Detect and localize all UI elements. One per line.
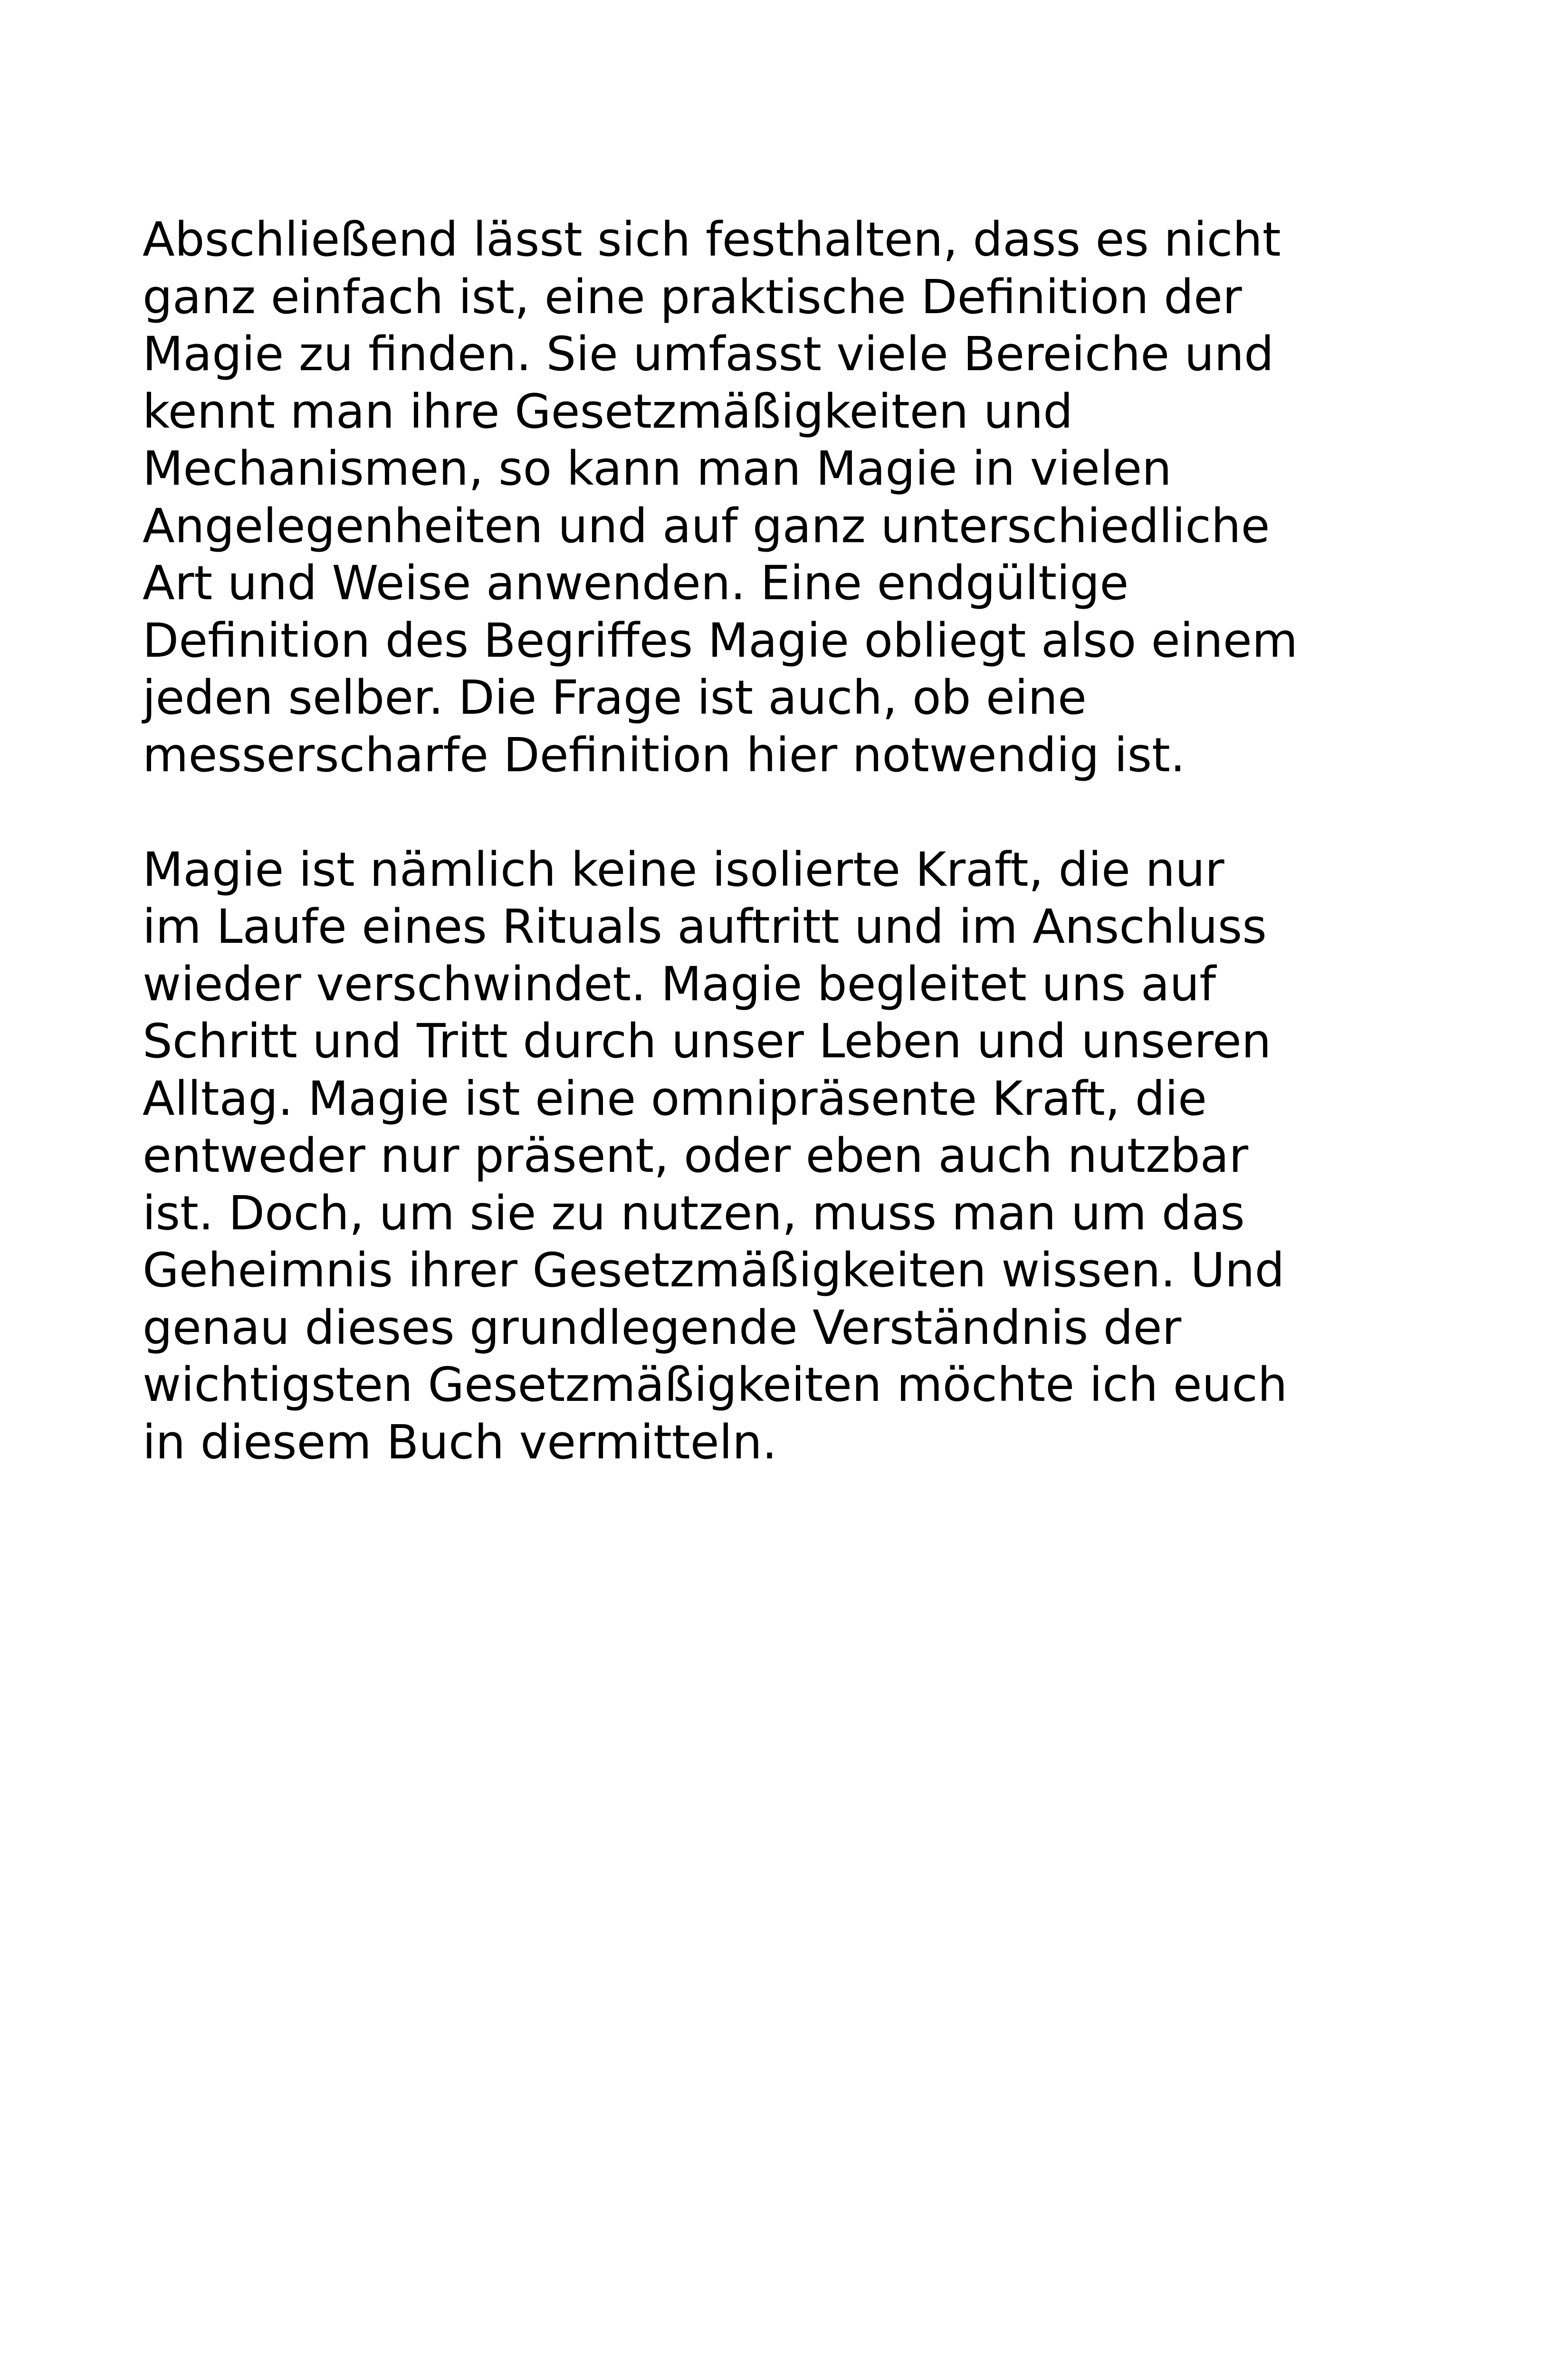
text-line: ist. Doch, um sie zu nutzen, muss man um das <box>143 1186 1245 1241</box>
text-line: Mechanismen, so kann man Magie in vielen <box>143 441 1172 496</box>
text-line: entweder nur präsent, oder eben auch nutzbar <box>143 1129 1249 1183</box>
text-line: wieder verschwindet. Magie begleitet uns auf <box>143 957 1216 1012</box>
text-line: im Laufe eines Rituals auftritt und im Anschluss <box>143 900 1267 954</box>
paragraph-2 <box>143 842 1473 1472</box>
text-line: Magie ist nämlich keine isolierte Kraft, die nur <box>143 842 1224 897</box>
text-line: Magie zu finden. Sie umfasst viele Bereiche und <box>143 327 1274 382</box>
paragraph-1 <box>143 211 1473 784</box>
text-line: in diesem Buch vermitteln. <box>143 1415 777 1470</box>
paragraph-spacer <box>143 784 1473 842</box>
text-line: Definition des Begriffes Magie obliegt also einem <box>143 613 1298 668</box>
text-line: Abschließend lässt sich festhalten, dass es nicht <box>143 212 1281 267</box>
text-line: messerscharfe Definition hier notwendig ist. <box>143 728 1186 783</box>
text-line: wichtigsten Gesetzmäßigkeiten möchte ich euch <box>143 1358 1288 1412</box>
text-line: Alltag. Magie ist eine omnipräsente Kraft, die <box>143 1071 1207 1126</box>
text-line: kennt man ihre Gesetzmäßigkeiten und <box>143 384 1073 439</box>
text-line: genau dieses grundlegende Verständnis der <box>143 1300 1182 1355</box>
text-line: jeden selber. Die Frage ist auch, ob eine <box>143 671 1087 725</box>
text-line: Schritt und Tritt durch unser Leben und unseren <box>143 1014 1272 1069</box>
text-line: Angelegenheiten und auf ganz unterschiedliche <box>143 498 1270 554</box>
text-line: ganz einfach ist, eine praktische Definition der <box>143 269 1242 325</box>
text-line: Geheimnis ihrer Gesetzmäßigkeiten wissen. Und <box>143 1243 1285 1298</box>
text-line: Art und Weise anwenden. Eine endgültige <box>143 556 1129 611</box>
body-text <box>143 211 1473 1471</box>
